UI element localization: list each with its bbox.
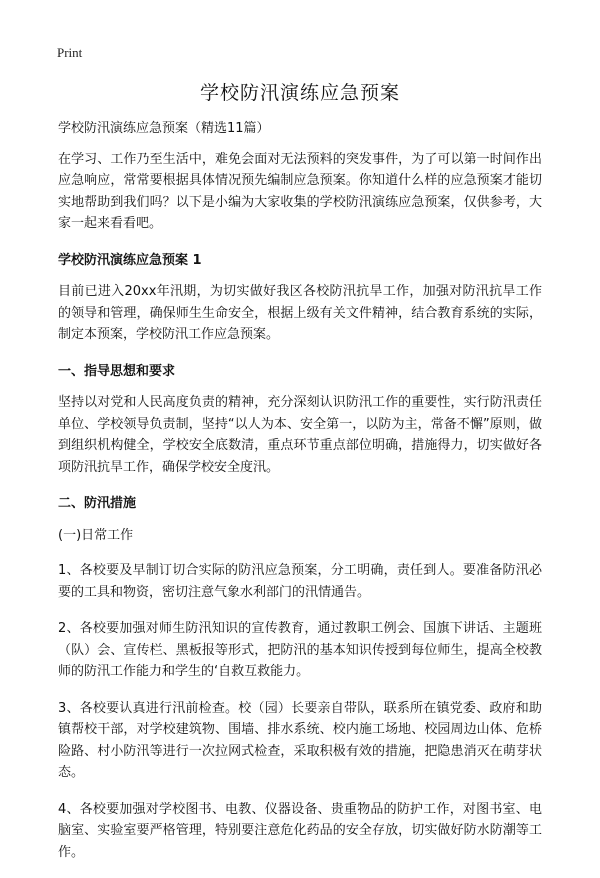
document-subtitle: 学校防汛演练应急预案（精选11篇）	[58, 121, 270, 136]
print-link[interactable]: Print	[57, 45, 83, 60]
list-item: 1、各校要及早制订切合实际的防汛应急预案，分工明确，责任到人。要准备防汛必要的工具和物资，密切注意气象水利部门的汛情通告。	[58, 563, 542, 600]
guiding-ideas-paragraph: 坚持以对党和人民高度负责的精神，充分深刻认识防汛工作的重要性，实行防汛责任单位、学校领导负责制，坚持“以人为本、安全第一，以防为主，常备不懈”原则，做到组织机构健全，学校安全底数清，重点环节重点部位明确，措施得力，切实做好各项防汛抗旱工作，确保学校安全度汛。	[58, 395, 542, 475]
list-item: 2、各校要加强对师生防汛知识的宣传教育，通过教职工例会、国旗下讲话、主题班（队）会、宣传栏、黑板报等形式，把防汛的基本知识传授到每位师生，提高全校教师的防汛工作能力和学生的‘自救互救能力。	[58, 621, 542, 679]
page-title: 学校防汛演练应急预案	[199, 82, 400, 104]
heading-measures: 二、防汛措施	[58, 496, 137, 511]
heading-guiding-ideas: 一、指导思想和要求	[58, 363, 176, 379]
section-paragraph: 目前已进入20xx年汛期，为切实做好我区各校防汛抗旱工作，加强对防汛抗旱工作的领导和管理，确保师生生命安全，根据上级有关文件精神，结合教育系统的实际，制定本预案，学校防汛工作应急预案。	[58, 284, 542, 342]
subheading-daily-work: (一)日常工作	[58, 527, 134, 543]
section-heading: 学校防汛演练应急预案 1	[58, 252, 202, 268]
list-item: 3、各校要认真进行汛前检查。校（园）长要亲自带队，联系所在镇党委、政府和助镇帮校干部，对学校建筑物、围墙、排水系统、校内施工场地、校园周边山体、危桥险路、村小防汛等进行一次拉网式检查，采取积极有效的措施，把隐患消灭在萌芽状态。	[58, 700, 542, 780]
document-body	[58, 118, 542, 878]
list-item: 4、各校要加强对学校图书、电教、仪器设备、贵重物品的防护工作，对图书室、电脑室、实验室要严格管理，特别要注意危化药品的安全存放，切实做好防水防潮等工作。	[58, 801, 542, 860]
intro-paragraph: 在学习、工作乃至生活中，难免会面对无法预料的突发事件，为了可以第一时间作出应急响应，常常要根据具体情况预先编制应急预案。你知道什么样的应急预案才能切实地帮助到我们吗？以下是小编为大家收集的学校防汛演练应急预案，仅供参考，大家一起来看看吧。	[58, 151, 542, 231]
